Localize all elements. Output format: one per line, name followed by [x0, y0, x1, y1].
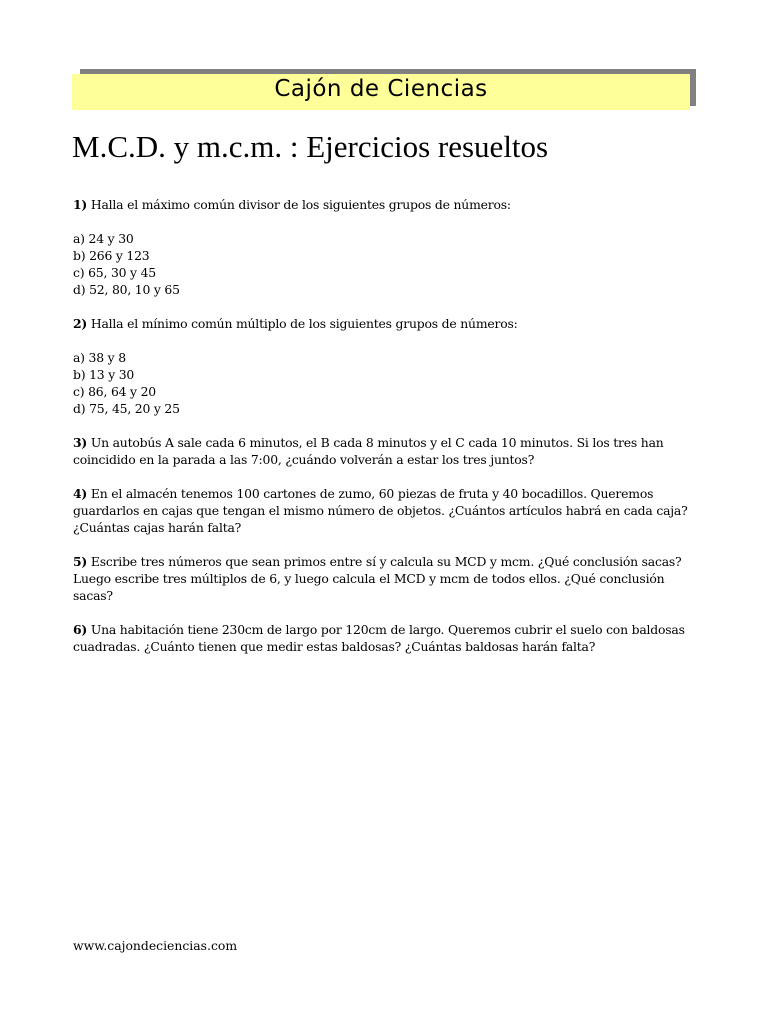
exercise-text-line: Una habitación tiene 230cm de largo por 120cm de largo. Queremos cubrir el suelo con baldosas	[90, 622, 685, 637]
exercise-option: b) 13 y 30	[73, 367, 135, 382]
exercise-option: d) 75, 45, 20 y 25	[73, 401, 180, 416]
exercise-text-line: En el almacén tenemos 100 cartones de zumo, 60 piezas de fruta y 40 bocadillos. Queremos	[90, 486, 654, 501]
exercise-text-line: sacas?	[73, 588, 113, 603]
exercise-number: 3)	[73, 435, 88, 450]
exercise-3	[73, 434, 698, 468]
exercise-text: Halla el máximo común divisor de los siguientes grupos de números:	[90, 197, 511, 212]
exercise-text-line: ¿Cuántas cajas harán falta?	[73, 520, 242, 535]
exercise-2	[73, 315, 698, 332]
exercise-text-line: Luego escribe tres múltiplos de 6, y luego calcula el MCD y mcm de todos ellos. ¿Qué conclusión	[73, 571, 665, 586]
exercise-option: c) 65, 30 y 45	[73, 265, 156, 280]
exercise-text-line: Escribe tres números que sean primos entre sí y calcula su MCD y mcm. ¿Qué conclusión sacas?	[90, 554, 682, 569]
exercise-option: a) 38 y 8	[73, 350, 126, 365]
site-title: Cajón de Ciencias	[274, 76, 488, 102]
exercise-number: 5)	[73, 554, 88, 569]
exercise-number: 1)	[73, 197, 88, 212]
exercise-5	[73, 553, 698, 604]
exercise-6	[73, 621, 698, 655]
exercise-list	[73, 196, 698, 655]
document-title: M.C.D. y m.c.m. : Ejercicios resueltos	[72, 129, 549, 164]
exercise-1	[73, 196, 698, 213]
exercise-text-line: Un autobús A sale cada 6 minutos, el B cada 8 minutos y el C cada 10 minutos. Si los tres han	[90, 435, 664, 450]
exercise-4	[73, 485, 698, 536]
exercise-option: b) 266 y 123	[73, 248, 150, 263]
exercise-text-line: guardarlos en cajas que tengan el mismo número de objetos. ¿Cuántos artículos habrá en cada caja?	[73, 503, 688, 518]
exercise-number: 6)	[73, 622, 88, 637]
exercise-number: 4)	[73, 486, 88, 501]
exercise-text-line: cuadradas. ¿Cuánto tienen que medir estas baldosas? ¿Cuántas baldosas harán falta?	[73, 639, 596, 654]
exercise-option: d) 52, 80, 10 y 65	[73, 282, 180, 297]
footer-url: www.cajondeciencias.com	[73, 938, 238, 953]
exercise-text-line: coincidido en la parada a las 7:00, ¿cuándo volverán a estar los tres juntos?	[73, 452, 535, 467]
exercise-option: c) 86, 64 y 20	[73, 384, 156, 399]
exercise-number: 2)	[73, 316, 88, 331]
exercise-text: Halla el mínimo común múltiplo de los siguientes grupos de números:	[90, 316, 518, 331]
exercise-option: a) 24 y 30	[73, 231, 134, 246]
